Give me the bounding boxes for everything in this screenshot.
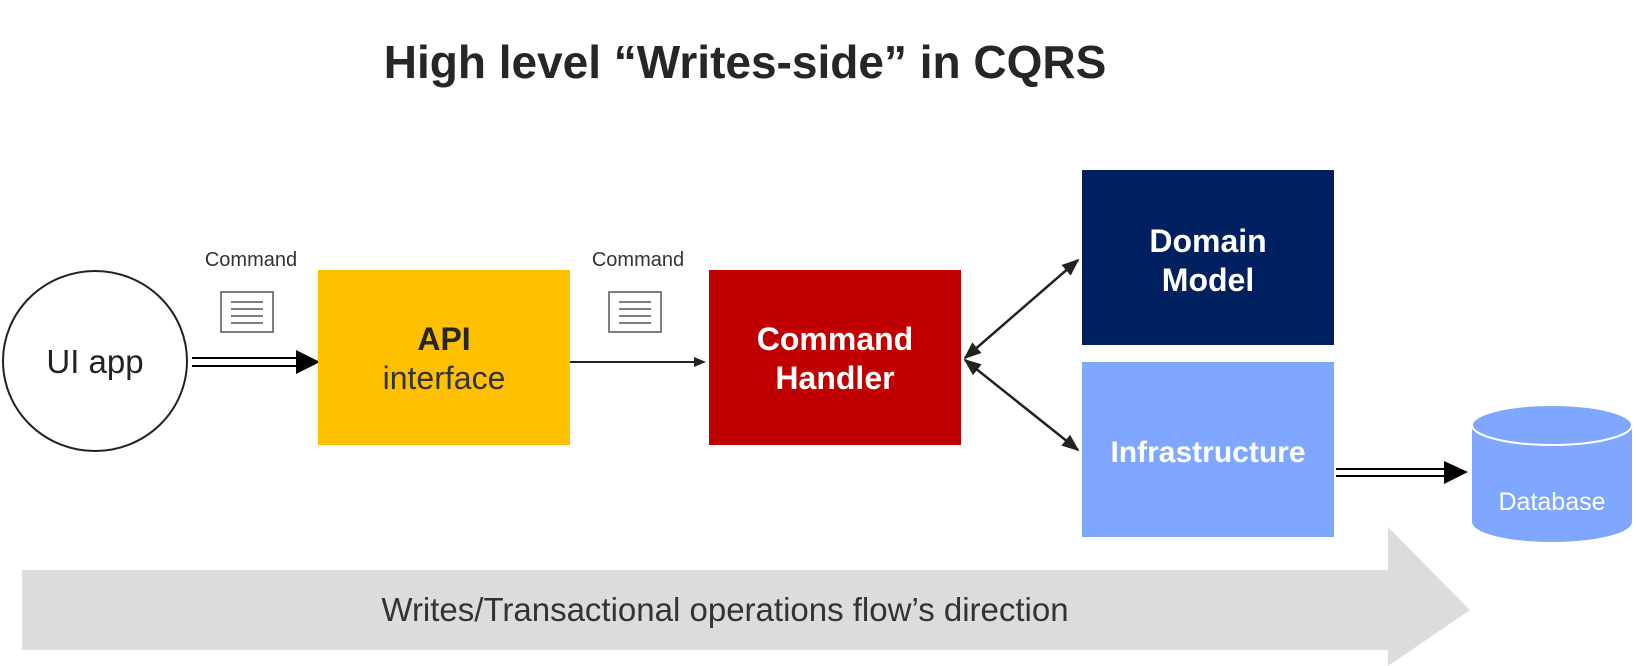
arrow-infrastructure-to-database (1336, 461, 1468, 484)
domain-model-title-2: Model (1161, 262, 1255, 298)
document-icon (609, 292, 661, 332)
command-message-2 (592, 249, 684, 332)
infrastructure-title: Infrastructure (1110, 436, 1306, 469)
command-label-1: Command (204, 249, 298, 271)
arrow-handler-to-infrastructure (965, 360, 1078, 450)
api-interface-node (318, 270, 570, 445)
command-handler-title-2: Handler (775, 360, 895, 396)
api-interface-title: API (417, 321, 471, 357)
document-icon (221, 292, 273, 332)
ui-app-label: UI app (46, 343, 144, 380)
ui-app-node (3, 271, 187, 451)
arrow-handler-to-domain (965, 260, 1078, 358)
diagram-title: High level “Writes-side” in CQRS (383, 36, 1107, 88)
command-label-2: Command (591, 249, 685, 271)
command-message-1 (205, 249, 297, 332)
arrow-api-to-handler (570, 357, 706, 367)
domain-model-node (1082, 170, 1334, 345)
domain-model-title-1: Domain (1149, 223, 1267, 259)
database-node (1472, 405, 1632, 542)
flow-direction-label: Writes/Transactional operations flow’s direction (381, 591, 1069, 628)
command-handler-node (709, 270, 961, 445)
arrow-ui-to-api (192, 350, 320, 374)
infrastructure-node (1082, 362, 1334, 537)
database-label: Database (1498, 488, 1606, 516)
api-interface-subtitle: interface (382, 360, 506, 396)
command-handler-title-1: Command (756, 321, 914, 357)
